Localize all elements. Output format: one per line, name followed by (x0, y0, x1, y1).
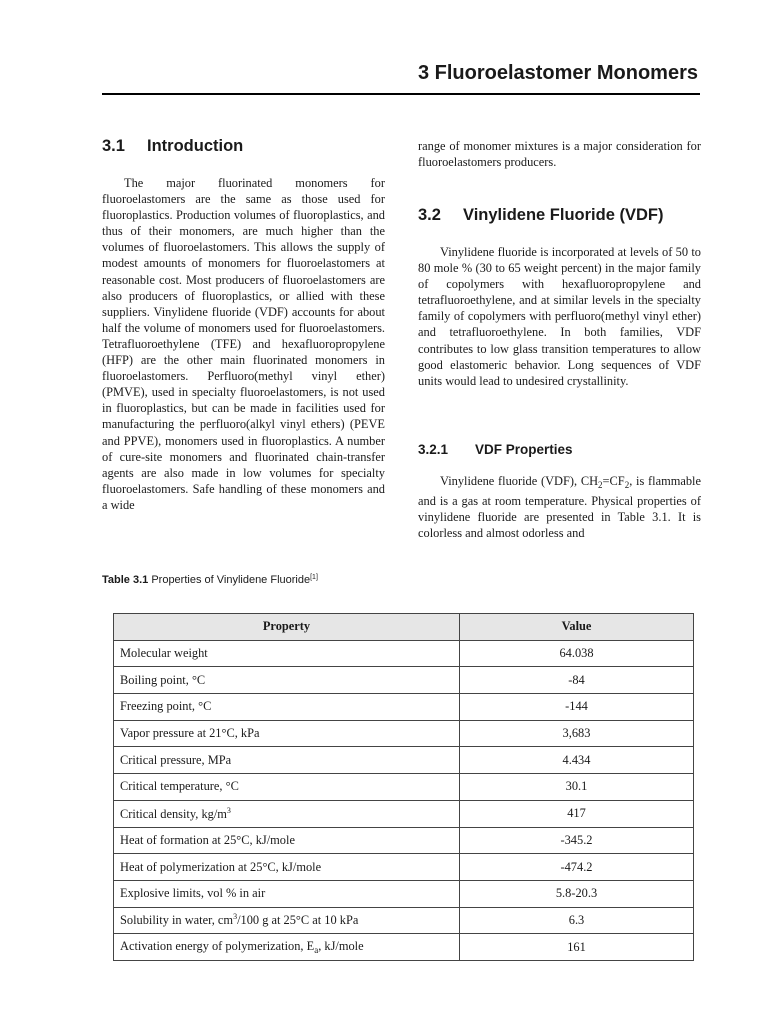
table-row (114, 720, 694, 747)
right-column-props (418, 473, 701, 541)
property-cell (114, 934, 460, 961)
property-cell: Boiling point, °C (114, 667, 460, 694)
section-number: 3.2 (418, 206, 441, 224)
section-title: Introduction (147, 137, 244, 155)
text-fragment: Critical density, kg/m (120, 806, 227, 821)
superscript: 3 (226, 805, 231, 815)
text-fragment: Vinylidene fluoride (VDF), CH (440, 474, 599, 488)
value-cell: 64.038 (460, 640, 694, 667)
property-cell (114, 800, 460, 827)
property-cell: Explosive limits, vol % in air (114, 880, 460, 907)
table-row (114, 747, 694, 774)
subscript: a (314, 945, 319, 956)
intro-continuation: range of monomer mixtures is a major consideration for fluoroelastomers producers. (418, 139, 701, 170)
text-fragment: , kJ/mole (318, 939, 364, 954)
text-fragment: Solubility in water, cm (120, 913, 234, 928)
header-value: Value (460, 614, 694, 641)
table-row (114, 907, 694, 934)
section-3-2-heading (418, 206, 663, 225)
intro-paragraph: The major fluorinated monomers for fluoroelastomers are the same as those used for fluoroplastics. Production volumes of fluoroplastics, and thus of their monomers, are much higher than the volumes of fluoroelastomers. This allows the supply of modest amounts of monomers for fluoroelastomers at reasonable cost. Most producers of fluoroelastomers are also producers of fluoroplastics, or allied with these suppliers. Vinylidene fluoride (VDF) accounts for about half the volume of monomers used for fluoroelastomers. Tetrafluoroethylene (TFE) and hexafluoropropylene (HFP) are the other main fluorinated monomers in fluoroelastomers. Perfluoro(methyl vinyl ether) (PMVE), used in specialty fluoroelastomers, is not used in fluoroplastics, but can be made in facilities used for manufacturing the perfluoro(alkyl vinyl ethers) (PEVE and PPVE), monomers used in fluoroplastics. A number of cure-site monomers and fluorinated chain-transfer agents are also made in low volumes for specialty fluoroelastomers. Safe handling of these monomers and a wide (102, 176, 385, 512)
property-cell: Heat of formation at 25°C, kJ/mole (114, 827, 460, 854)
superscript: 3 (233, 912, 238, 922)
table-row (114, 934, 694, 961)
text-fragment: =CF (602, 474, 625, 488)
text-fragment: Activation energy of polymerization, E (120, 939, 315, 954)
section-title: VDF Properties (475, 442, 573, 457)
table-row (114, 667, 694, 694)
value-cell: 4.434 (460, 747, 694, 774)
value-cell: -144 (460, 694, 694, 721)
property-cell (114, 907, 460, 934)
value-cell: -474.2 (460, 854, 694, 881)
table-row (114, 827, 694, 854)
section-3-2-1-heading (418, 442, 573, 457)
property-cell: Freezing point, °C (114, 694, 460, 721)
table-row (114, 774, 694, 801)
properties-table (113, 613, 694, 961)
section-title: Vinylidene Fluoride (VDF) (463, 206, 664, 224)
text-fragment: /100 g at 25°C at 10 kPa (237, 913, 359, 928)
right-column-top (418, 138, 701, 170)
table-row (114, 800, 694, 827)
table-header-row (114, 614, 694, 641)
property-cell: Molecular weight (114, 640, 460, 667)
table-label: Table 3.1 (102, 574, 149, 586)
table-caption-text: Properties of Vinylidene Fluoride (148, 574, 311, 586)
property-cell: Critical temperature, °C (114, 774, 460, 801)
value-cell: -345.2 (460, 827, 694, 854)
section-3-1-heading (102, 137, 243, 156)
table-row (114, 854, 694, 881)
value-cell: -84 (460, 667, 694, 694)
table-row (114, 640, 694, 667)
table-caption (102, 574, 318, 586)
table-row (114, 694, 694, 721)
left-column (102, 175, 385, 513)
vdf-paragraph: Vinylidene fluoride is incorporated at levels of 50 to 80 mole % (30 to 65 weight percent) in the major family of copolymers with hexafluoropropylene and tetrafluoroethylene, and at similar levels in the specialty family of copolymers with perfluoro(methyl vinyl ether) and tetrafluoroethylene. In both families, VDF contributes to low glass transition temperatures to allow good elastomeric behavior. Long sequences of VDF units would lead to undesired crystallinity. (418, 245, 701, 388)
table-reference: [1] (310, 574, 318, 581)
header-rule (102, 93, 700, 95)
value-cell: 3,683 (460, 720, 694, 747)
vdf-properties-paragraph (418, 473, 701, 541)
subscript: 2 (624, 480, 630, 490)
value-cell: 161 (460, 934, 694, 961)
section-number: 3.1 (102, 137, 125, 155)
text-fragment: , is flammable and is a gas at room temperature. Physical properties of vinylidene fluoride are presented in Table 3.1. It is colorless and almost odorless and (418, 474, 701, 541)
right-column-vdf (418, 244, 701, 389)
section-number: 3.2.1 (418, 442, 449, 457)
property-cell: Heat of polymerization at 25°C, kJ/mole (114, 854, 460, 881)
value-cell: 6.3 (460, 907, 694, 934)
header-property: Property (114, 614, 460, 641)
value-cell: 30.1 (460, 774, 694, 801)
chapter-title: 3 Fluoroelastomer Monomers (417, 62, 698, 84)
value-cell: 5.8-20.3 (460, 880, 694, 907)
subscript: 2 (598, 480, 603, 490)
property-cell: Vapor pressure at 21°C, kPa (114, 720, 460, 747)
value-cell: 417 (460, 800, 694, 827)
table-row (114, 880, 694, 907)
property-cell: Critical pressure, MPa (114, 747, 460, 774)
